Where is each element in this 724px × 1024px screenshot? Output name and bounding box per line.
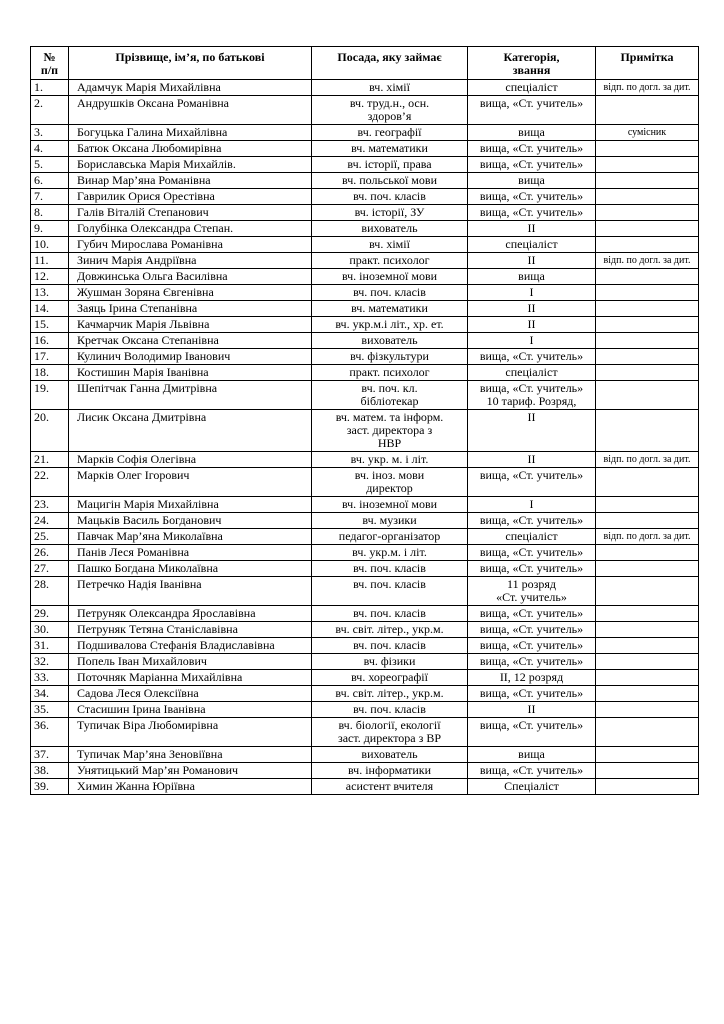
staff-name: Попель Іван Михайлович: [69, 654, 312, 670]
staff-note: [596, 561, 699, 577]
row-number: 11.: [31, 253, 69, 269]
staff-position: вч. поч. класів: [312, 577, 468, 606]
row-number: 9.: [31, 221, 69, 237]
staff-note: [596, 686, 699, 702]
staff-name: Батюк Оксана Любомирівна: [69, 141, 312, 157]
row-number: 10.: [31, 237, 69, 253]
table-row: [31, 702, 699, 718]
staff-note: [596, 763, 699, 779]
staff-note: [596, 670, 699, 686]
staff-position: вч. укр.м. і літ.: [312, 545, 468, 561]
staff-position: вч. поч. класів: [312, 606, 468, 622]
staff-position: вч. хореографії: [312, 670, 468, 686]
staff-category: спеціаліст: [468, 529, 596, 545]
staff-category: вища, «Ст. учитель»: [468, 205, 596, 221]
staff-category: вища: [468, 269, 596, 285]
staff-name: Петруняк Олександра Ярославівна: [69, 606, 312, 622]
table-row: [31, 381, 699, 410]
staff-name: Гаврилик Орися Орестівна: [69, 189, 312, 205]
staff-name: Костишин Марія Іванівна: [69, 365, 312, 381]
staff-name: Шепітчак Ганна Дмитрівна: [69, 381, 312, 410]
staff-note: [596, 221, 699, 237]
staff-note: [596, 269, 699, 285]
row-number: 7.: [31, 189, 69, 205]
header-position: Посада, яку займає: [312, 47, 468, 80]
row-number: 25.: [31, 529, 69, 545]
staff-name: Качмарчик Марія Львівна: [69, 317, 312, 333]
staff-position: асистент вчителя: [312, 779, 468, 795]
row-number: 36.: [31, 718, 69, 747]
staff-note: [596, 301, 699, 317]
row-number: 3.: [31, 125, 69, 141]
staff-category: вища, «Ст. учитель»: [468, 718, 596, 747]
row-number: 29.: [31, 606, 69, 622]
staff-category: ІІ: [468, 452, 596, 468]
staff-category: вища: [468, 747, 596, 763]
staff-note: [596, 285, 699, 301]
staff-name: Жушман Зоряна Євгенівна: [69, 285, 312, 301]
staff-category: вища, «Ст. учитель»: [468, 545, 596, 561]
staff-position: вч. поч. кл. бібліотекар: [312, 381, 468, 410]
staff-note: [596, 747, 699, 763]
staff-position: вч. укр. м. і літ.: [312, 452, 468, 468]
staff-category: вища, «Ст. учитель»: [468, 561, 596, 577]
row-number: 2.: [31, 96, 69, 125]
table-row: [31, 622, 699, 638]
table-row: [31, 545, 699, 561]
staff-name: Марків Софія Олегівна: [69, 452, 312, 468]
staff-note: [596, 606, 699, 622]
staff-position: вч. історії, права: [312, 157, 468, 173]
row-number: 26.: [31, 545, 69, 561]
table-row: [31, 157, 699, 173]
table-row: [31, 686, 699, 702]
staff-position: вч. хімії: [312, 237, 468, 253]
staff-name: Галів Віталій Степанович: [69, 205, 312, 221]
staff-note: [596, 381, 699, 410]
staff-position: вч. фізики: [312, 654, 468, 670]
staff-name: Унятицький Мар’ян Романович: [69, 763, 312, 779]
table-row: [31, 513, 699, 529]
table-row: [31, 333, 699, 349]
staff-note: [596, 317, 699, 333]
staff-position: вч. хімії: [312, 80, 468, 96]
staff-position: вч. поч. класів: [312, 702, 468, 718]
staff-name: Пашко Богдана Миколаївна: [69, 561, 312, 577]
row-number: 28.: [31, 577, 69, 606]
staff-name: Тупичак Мар’яна Зеновіївна: [69, 747, 312, 763]
staff-category: вища, «Ст. учитель» 10 тариф. Розряд,: [468, 381, 596, 410]
table-row: [31, 173, 699, 189]
staff-name: Химин Жанна Юріївна: [69, 779, 312, 795]
staff-name: Тупичак Віра Любомирівна: [69, 718, 312, 747]
row-number: 14.: [31, 301, 69, 317]
table-row: [31, 606, 699, 622]
row-number: 12.: [31, 269, 69, 285]
staff-note: сумісник: [596, 125, 699, 141]
table-row: [31, 189, 699, 205]
header-row: [31, 47, 699, 80]
staff-category: вища: [468, 173, 596, 189]
table-row: [31, 747, 699, 763]
staff-category: спеціаліст: [468, 365, 596, 381]
staff-position: вч. фізкультури: [312, 349, 468, 365]
staff-name: Лисик Оксана Дмитрівна: [69, 410, 312, 452]
staff-name: Бориславська Марія Михайлів.: [69, 157, 312, 173]
table-row: [31, 529, 699, 545]
row-number: 1.: [31, 80, 69, 96]
staff-position: вихователь: [312, 221, 468, 237]
staff-position: вч. світ. літер., укр.м.: [312, 622, 468, 638]
staff-category: вища, «Ст. учитель»: [468, 654, 596, 670]
staff-position: вч. труд.н., осн. здоров’я: [312, 96, 468, 125]
staff-category: вища, «Ст. учитель»: [468, 189, 596, 205]
table-row: [31, 365, 699, 381]
table-row: [31, 497, 699, 513]
staff-note: [596, 718, 699, 747]
staff-category: І: [468, 285, 596, 301]
staff-note: [596, 237, 699, 253]
staff-category: вища, «Ст. учитель»: [468, 638, 596, 654]
staff-name: Мацьків Василь Богданович: [69, 513, 312, 529]
row-number: 8.: [31, 205, 69, 221]
row-number: 24.: [31, 513, 69, 529]
staff-position: вч. іноземної мови: [312, 497, 468, 513]
table-row: [31, 237, 699, 253]
staff-position: вч. інформатики: [312, 763, 468, 779]
staff-note: [596, 577, 699, 606]
row-number: 30.: [31, 622, 69, 638]
table-row: [31, 468, 699, 497]
staff-category: вища, «Ст. учитель»: [468, 513, 596, 529]
row-number: 19.: [31, 381, 69, 410]
staff-category: вища, «Ст. учитель»: [468, 763, 596, 779]
staff-note: [596, 365, 699, 381]
staff-note: [596, 205, 699, 221]
staff-note: [596, 157, 699, 173]
staff-note: [596, 410, 699, 452]
row-number: 22.: [31, 468, 69, 497]
staff-position: вч. польської мови: [312, 173, 468, 189]
staff-note: [596, 468, 699, 497]
staff-category: вища, «Ст. учитель»: [468, 468, 596, 497]
header-num: № п/п: [31, 47, 69, 80]
row-number: 4.: [31, 141, 69, 157]
table-header: [31, 47, 699, 80]
table-row: [31, 577, 699, 606]
staff-position: практ. психолог: [312, 253, 468, 269]
staff-category: ІІ: [468, 253, 596, 269]
row-number: 35.: [31, 702, 69, 718]
staff-category: ІІ: [468, 702, 596, 718]
row-number: 33.: [31, 670, 69, 686]
header-category: Категорія, звання: [468, 47, 596, 80]
staff-category: І: [468, 497, 596, 513]
row-number: 37.: [31, 747, 69, 763]
table-row: [31, 80, 699, 96]
staff-name: Винар Мар’яна Романівна: [69, 173, 312, 189]
table-row: [31, 253, 699, 269]
table-row: [31, 638, 699, 654]
staff-category: ІІ: [468, 410, 596, 452]
row-number: 23.: [31, 497, 69, 513]
table-row: [31, 779, 699, 795]
table-row: [31, 718, 699, 747]
table-row: [31, 349, 699, 365]
staff-name: Губич Мирослава Романівна: [69, 237, 312, 253]
staff-position: вч. поч. класів: [312, 285, 468, 301]
staff-note: [596, 189, 699, 205]
staff-name: Мацигін Марія Михайлівна: [69, 497, 312, 513]
staff-position: педагог-організатор: [312, 529, 468, 545]
staff-name: Голубінка Олександра Степан.: [69, 221, 312, 237]
table-row: [31, 221, 699, 237]
staff-note: [596, 779, 699, 795]
staff-category: вища, «Ст. учитель»: [468, 141, 596, 157]
staff-position: вч. музики: [312, 513, 468, 529]
staff-position: вч. іноз. мови директор: [312, 468, 468, 497]
staff-table: [30, 46, 699, 795]
staff-category: ІІ: [468, 221, 596, 237]
table-row: [31, 141, 699, 157]
row-number: 16.: [31, 333, 69, 349]
row-number: 5.: [31, 157, 69, 173]
staff-note: [596, 702, 699, 718]
staff-position: вч. математики: [312, 301, 468, 317]
staff-note: відп. по догл. за дит.: [596, 529, 699, 545]
staff-note: [596, 545, 699, 561]
staff-category: вища, «Ст. учитель»: [468, 606, 596, 622]
staff-note: відп. по догл. за дит.: [596, 80, 699, 96]
staff-position: вч. поч. класів: [312, 189, 468, 205]
row-number: 17.: [31, 349, 69, 365]
staff-name: Заяць Ірина Степанівна: [69, 301, 312, 317]
staff-position: вихователь: [312, 747, 468, 763]
staff-category: вища, «Ст. учитель»: [468, 686, 596, 702]
staff-name: Довжинська Ольга Василівна: [69, 269, 312, 285]
row-number: 13.: [31, 285, 69, 301]
staff-category: ІІ: [468, 301, 596, 317]
staff-name: Стасишин Ірина Іванівна: [69, 702, 312, 718]
staff-name: Адамчук Марія Михайлівна: [69, 80, 312, 96]
staff-position: практ. психолог: [312, 365, 468, 381]
staff-category: вища: [468, 125, 596, 141]
staff-name: Петречко Надія Іванівна: [69, 577, 312, 606]
staff-note: відп. по догл. за дит.: [596, 452, 699, 468]
staff-name: Павчак Мар’яна Миколаївна: [69, 529, 312, 545]
staff-note: [596, 497, 699, 513]
staff-note: [596, 622, 699, 638]
staff-position: вч. географії: [312, 125, 468, 141]
staff-note: [596, 513, 699, 529]
row-number: 15.: [31, 317, 69, 333]
staff-position: вч. біології, екології заст. директора з ВР: [312, 718, 468, 747]
row-number: 32.: [31, 654, 69, 670]
staff-note: [596, 638, 699, 654]
staff-name: Панів Леся Романівна: [69, 545, 312, 561]
staff-position: вч. поч. класів: [312, 561, 468, 577]
staff-category: вища, «Ст. учитель»: [468, 96, 596, 125]
staff-position: вч. світ. літер., укр.м.: [312, 686, 468, 702]
row-number: 27.: [31, 561, 69, 577]
staff-name: Поточняк Маріанна Михайлівна: [69, 670, 312, 686]
staff-name: Зинич Марія Андріївна: [69, 253, 312, 269]
staff-category: ІІ, 12 розряд: [468, 670, 596, 686]
staff-category: вища, «Ст. учитель»: [468, 622, 596, 638]
staff-category: ІІ: [468, 317, 596, 333]
table-row: [31, 96, 699, 125]
table-row: [31, 125, 699, 141]
staff-note: [596, 96, 699, 125]
header-note: Примітка: [596, 47, 699, 80]
table-row: [31, 317, 699, 333]
row-number: 31.: [31, 638, 69, 654]
staff-note: [596, 173, 699, 189]
row-number: 18.: [31, 365, 69, 381]
staff-position: вч. математики: [312, 141, 468, 157]
table-row: [31, 561, 699, 577]
staff-note: відп. по догл. за дит.: [596, 253, 699, 269]
table-body: [31, 80, 699, 795]
staff-category: спеціаліст: [468, 237, 596, 253]
table-row: [31, 285, 699, 301]
staff-name: Петруняк Тетяна Станіславівна: [69, 622, 312, 638]
table-row: [31, 205, 699, 221]
table-row: [31, 269, 699, 285]
staff-category: 11 розряд «Ст. учитель»: [468, 577, 596, 606]
staff-name: Богуцька Галина Михайлівна: [69, 125, 312, 141]
staff-name: Подшивалова Стефанія Владиславівна: [69, 638, 312, 654]
row-number: 38.: [31, 763, 69, 779]
table-row: [31, 410, 699, 452]
staff-category: вища, «Ст. учитель»: [468, 157, 596, 173]
staff-position: вихователь: [312, 333, 468, 349]
staff-category: Спеціаліст: [468, 779, 596, 795]
row-number: 39.: [31, 779, 69, 795]
staff-name: Кулинич Володимир Іванович: [69, 349, 312, 365]
staff-position: вч. укр.м.і літ., хр. ет.: [312, 317, 468, 333]
staff-category: І: [468, 333, 596, 349]
row-number: 6.: [31, 173, 69, 189]
table-row: [31, 654, 699, 670]
staff-category: спеціаліст: [468, 80, 596, 96]
staff-note: [596, 349, 699, 365]
staff-name: Андрушків Оксана Романівна: [69, 96, 312, 125]
staff-note: [596, 654, 699, 670]
staff-position: вч. іноземної мови: [312, 269, 468, 285]
staff-note: [596, 333, 699, 349]
staff-name: Кретчак Оксана Степанівна: [69, 333, 312, 349]
table-row: [31, 301, 699, 317]
staff-category: вища, «Ст. учитель»: [468, 349, 596, 365]
staff-name: Марків Олег Ігорович: [69, 468, 312, 497]
table-row: [31, 452, 699, 468]
row-number: 21.: [31, 452, 69, 468]
staff-position: вч. історії, ЗУ: [312, 205, 468, 221]
staff-name: Садова Леся Олексіївна: [69, 686, 312, 702]
staff-position: вч. матем. та інформ. заст. директора з НВР: [312, 410, 468, 452]
header-name: Прізвище, ім’я, по батькові: [69, 47, 312, 80]
staff-position: вч. поч. класів: [312, 638, 468, 654]
row-number: 20.: [31, 410, 69, 452]
table-row: [31, 670, 699, 686]
staff-note: [596, 141, 699, 157]
row-number: 34.: [31, 686, 69, 702]
table-row: [31, 763, 699, 779]
